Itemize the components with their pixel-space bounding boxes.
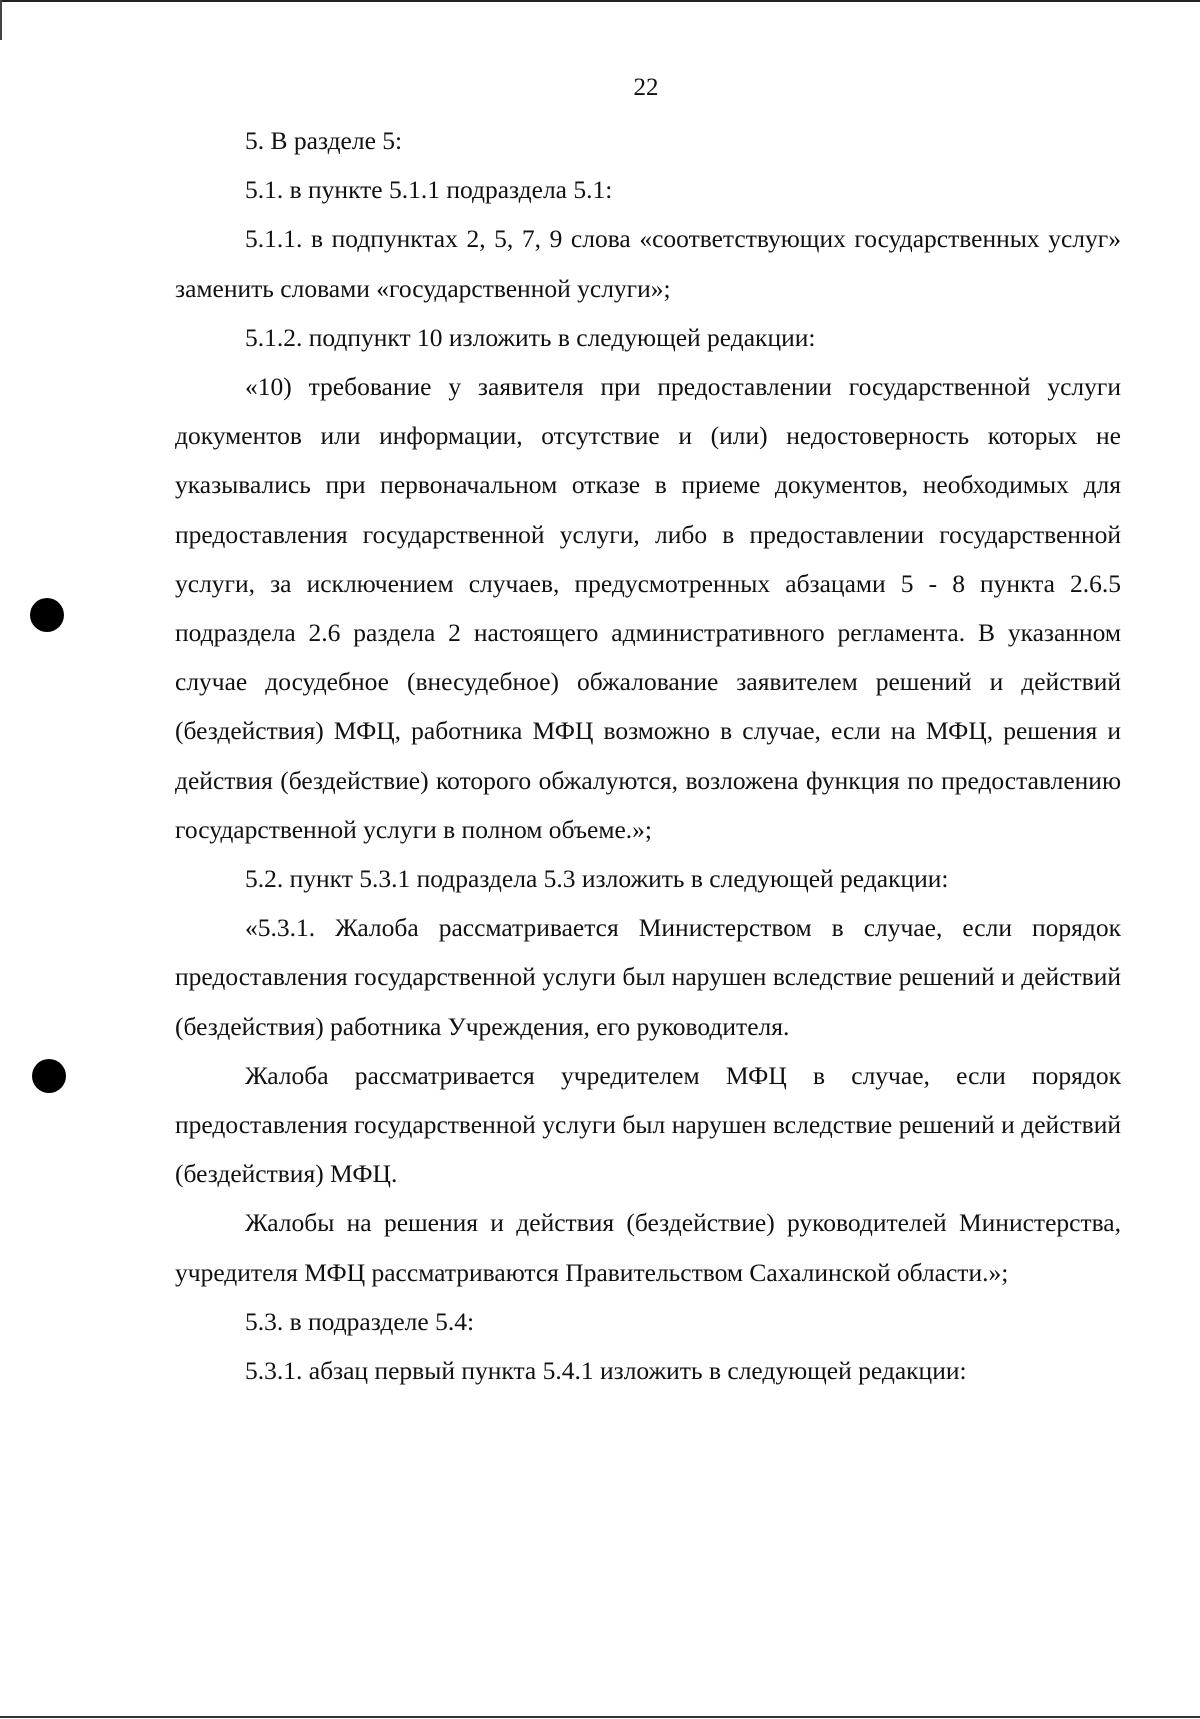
document-body	[175, 116, 1121, 1395]
scan-top-border	[0, 0, 1200, 2]
section-heading: 5. В разделе 5:	[245, 126, 403, 155]
paragraph: 5.1. в пункте 5.1.1 подраздела 5.1:	[245, 175, 613, 205]
paragraph: 5.1.1. в подпунктах 2, 5, 7, 9 слова «соответствующих государственных услуг» заменить словами «государственной услуги»;	[175, 224, 1121, 303]
paragraph: «5.3.1. Жалоба рассматривается Министерством в случае, если порядок предоставления государственной услуги был нарушен вследствие решений и действий (бездействия) работника Учреждения, его руководителя.	[175, 913, 1121, 1041]
punch-hole	[32, 1059, 66, 1093]
paragraph: 5.3.1. абзац первый пункта 5.4.1 изложить в следующей редакции:	[245, 1356, 967, 1386]
paragraph: Жалобы на решения и действия (бездействие) руководителей Министерства, учредителя МФЦ рассматриваются Правительством Сахалинской области.»;	[175, 1208, 1121, 1287]
paragraph: 5.2. пункт 5.3.1 подраздела 5.3 изложить в следующей редакции:	[245, 864, 949, 894]
paragraph: «10) требование у заявителя при предоставлении государственной услуги документов или информации, отсутствие и (или) недостоверность которых не указывались при первоначальном отказе в приеме документов, необходимых для предоставления государственной услуги, либо в предоставлении государственной услуги, за исключением случаев, предусмотренных абзацами 5 - 8 пункта 2.6.5 подраздела 2.6 раздела 2 настоящего административного регламента. В указанном случае досудебное (внесудебное) обжалование заявителем решений и действий (бездействия) МФЦ, работника МФЦ возможно в случае, если на МФЦ, решения и действия (бездействие) которого обжалуются, возложена функция по предоставлению государственной услуги в полном объеме.»;	[175, 372, 1121, 844]
page-number: 22	[633, 74, 659, 101]
scan-bottom-border	[0, 1716, 1200, 1718]
paragraph: 5.3. в подразделе 5.4:	[245, 1306, 475, 1336]
scan-left-edge	[0, 0, 2, 40]
paragraph: 5.1.2. подпункт 10 изложить в следующей редакции:	[245, 322, 816, 352]
punch-hole	[30, 598, 64, 632]
paragraph: Жалоба рассматривается учредителем МФЦ в случае, если порядок предоставления государственной услуги был нарушен вследствие решений и действий (бездействия) МФЦ.	[175, 1060, 1121, 1189]
